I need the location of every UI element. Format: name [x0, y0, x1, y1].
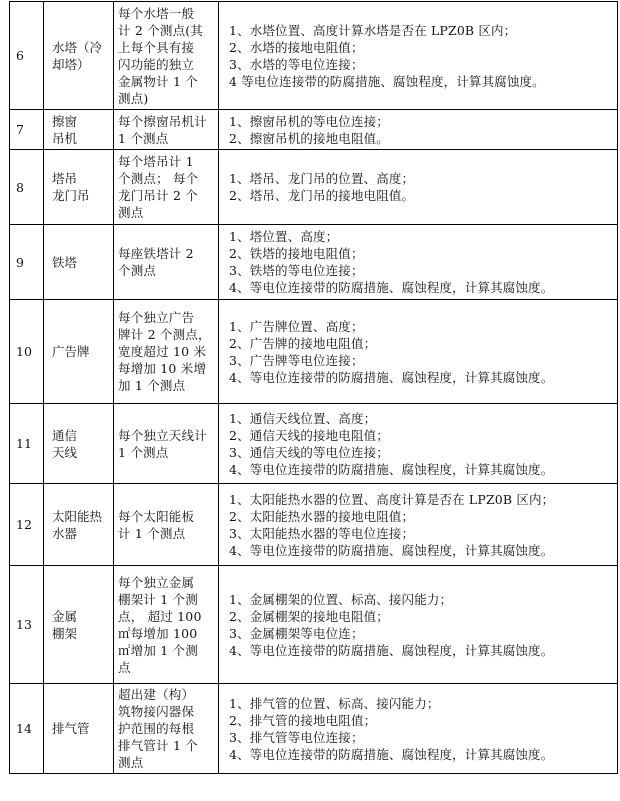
test-points-line: 排气管计 1 个 [118, 738, 198, 753]
test-points-line: 上每个具有接 [118, 39, 195, 55]
object-name-line: 棚架 [52, 625, 78, 641]
object-name-line: 天线 [52, 444, 78, 460]
inspection-item: 2、通信天线的接地电阻值； [229, 427, 389, 443]
inspection-item: 4、等电位连接带的防腐措施、腐蚀程度，计算其腐蚀度。 [229, 746, 554, 762]
object-name-line: 擦窗 [52, 113, 78, 129]
test-points-line: 每个独立广告 [118, 310, 195, 325]
test-points-line: 个测点； 每个 [118, 171, 199, 186]
test-points-line: 1 个测点 [118, 130, 169, 146]
inspection-item: 3、水塔的等电位连接； [229, 56, 364, 72]
object-name-line: 塔吊 [52, 171, 78, 186]
object-name-line: 水塔（冷 [52, 39, 103, 55]
test-points-line: 加 1 个测点 [118, 378, 186, 393]
inspection-item: 3、金属棚架等电位连； [229, 625, 364, 641]
inspection-item: 4、等电位连接带的防腐措施、腐蚀程度，计算其腐蚀度。 [229, 461, 554, 477]
inspection-item: 2、太阳能热水器的接地电阻值； [229, 508, 415, 524]
inspection-item: 1、水塔位置、高度计算水塔是否在 LPZ0B 区内； [229, 22, 517, 38]
row-number: 12 [10, 484, 44, 566]
object-name-line: 金属 [52, 608, 78, 624]
inspection-item: 3、太阳能热水器的等电位连接； [229, 525, 415, 541]
test-points-line: 每个太阳能板 [118, 508, 195, 524]
inspection-table [9, 1, 618, 774]
test-points-cell [114, 684, 219, 774]
test-points-line: ㎡增加 1 个测 [118, 642, 198, 658]
inspection-items-cell [219, 684, 618, 774]
object-cell [44, 110, 114, 150]
table-row [10, 150, 618, 225]
table-row [10, 225, 618, 300]
inspection-item: 4、等电位连接带的防腐措施、腐蚀程度，计算其腐蚀度。 [229, 280, 554, 295]
test-points-line: 1 个测点 [118, 444, 169, 460]
test-points-line: 点 [118, 659, 131, 675]
table-row [10, 566, 618, 684]
table-row [10, 110, 618, 150]
row-number: 8 [10, 150, 44, 225]
row-number: 7 [10, 110, 44, 150]
inspection-item: 3、通信天线的等电位连接； [229, 444, 389, 460]
table-row [10, 300, 618, 404]
inspection-item: 4、等电位连接带的防腐措施、腐蚀程度，计算其腐蚀度。 [229, 642, 554, 658]
table-body [10, 2, 618, 774]
test-points-line: ㎡每增加 100 [118, 625, 198, 641]
row-number: 13 [10, 566, 44, 684]
inspection-item: 1、擦窗吊机的等电位连接； [229, 113, 389, 129]
test-points-line: 测点) [118, 90, 149, 106]
inspection-items-cell [219, 110, 618, 150]
inspection-item: 1、通信天线位置、高度； [229, 410, 377, 426]
test-points-line: 筑物接闪器保 [118, 704, 195, 719]
inspection-item: 2、水塔的接地电阻值； [229, 39, 364, 55]
test-points-line: 护范围的每根 [118, 721, 195, 736]
test-points-cell [114, 150, 219, 225]
test-points-line: 每个塔吊计 1 [118, 154, 194, 169]
inspection-item: 1、塔位置、高度； [229, 229, 339, 244]
inspection-items-cell [219, 2, 618, 110]
inspection-item: 2、广告牌的接地电阻值； [229, 335, 377, 351]
test-points-cell [114, 566, 219, 684]
test-points-line: 测点 [118, 205, 144, 220]
object-name-line: 水器 [52, 525, 78, 541]
test-points-line: 测点 [118, 755, 144, 770]
inspection-item: 3、广告牌等电位连接； [229, 352, 364, 368]
inspection-item: 2、塔吊、龙门吊的接地电阻值。 [229, 188, 415, 203]
test-points-line: 牌计 2 个测点， [118, 327, 211, 342]
inspection-item: 3、排气管等电位连接； [229, 729, 364, 745]
test-points-cell [114, 225, 219, 300]
object-cell [44, 484, 114, 566]
object-cell [44, 2, 114, 110]
object-name-line: 广告牌 [52, 344, 90, 359]
test-points-line: 计 1 个测点 [118, 525, 186, 541]
test-points-line: 每座铁塔计 2 [118, 246, 194, 261]
test-points-line: 每个独立天线计 [118, 427, 207, 443]
inspection-items-cell [219, 484, 618, 566]
object-name-line: 排气管 [52, 721, 90, 736]
test-points-line: 每个水塔一般 [118, 5, 195, 21]
object-cell [44, 566, 114, 684]
table-row [10, 484, 618, 566]
test-points-line: 超出建（构） [118, 687, 195, 702]
inspection-items-cell [219, 300, 618, 404]
inspection-item: 2、金属棚架的接地电阻值； [229, 608, 389, 624]
object-cell [44, 404, 114, 484]
test-points-cell [114, 110, 219, 150]
inspection-item: 2、排气管的接地电阻值； [229, 712, 377, 728]
table-row [10, 684, 618, 774]
test-points-cell [114, 404, 219, 484]
row-number: 11 [10, 404, 44, 484]
test-points-line: 计 2 个测点(其 [118, 22, 204, 38]
object-cell [44, 225, 114, 300]
inspection-item: 2、铁塔的接地电阻值； [229, 246, 364, 261]
inspection-items-cell [219, 566, 618, 684]
test-points-cell [114, 484, 219, 566]
object-name-line: 太阳能热 [52, 508, 103, 524]
inspection-item: 1、太阳能热水器的位置、高度计算是否在 LPZ0B 区内； [229, 491, 555, 507]
inspection-item: 1、金属棚架的位置、标高、接闪能力； [229, 591, 453, 607]
object-name-line: 铁塔 [52, 254, 78, 270]
test-points-line: 个测点 [118, 263, 157, 278]
test-points-line: 龙门吊计 2 个 [118, 188, 198, 203]
object-name-line: 吊机 [52, 130, 78, 146]
test-points-line: 宽度超过 10 米 [118, 344, 207, 359]
test-points-line: 每个独立金属 [118, 574, 195, 590]
test-points-cell [114, 300, 219, 404]
object-cell [44, 300, 114, 404]
table-row [10, 2, 618, 110]
inspection-item: 1、塔吊、龙门吊的位置、高度； [229, 171, 415, 186]
inspection-item: 4、等电位连接带的防腐措施、腐蚀程度，计算其腐蚀度。 [229, 542, 554, 558]
object-name-line: 却塔） [52, 56, 90, 72]
test-points-line: 棚架计 1 个测 [118, 591, 198, 607]
table-row [10, 404, 618, 484]
object-name-line: 通信 [52, 427, 78, 443]
inspection-item: 1、广告牌位置、高度； [229, 318, 364, 334]
test-points-line: 每增加 10 米增 [118, 361, 207, 376]
object-cell [44, 684, 114, 774]
inspection-items-cell [219, 150, 618, 225]
inspection-item: 4、等电位连接带的防腐措施、腐蚀程度，计算其腐蚀度。 [229, 369, 554, 385]
inspection-item: 2、擦窗吊机的接地电阻值。 [229, 130, 389, 146]
inspection-item: 3、铁塔的等电位连接； [229, 263, 364, 278]
row-number: 10 [10, 300, 44, 404]
row-number: 6 [10, 2, 44, 110]
test-points-line: 每个擦窗吊机计 [118, 113, 207, 129]
test-points-line: 点， 超过 100 [118, 608, 202, 624]
test-points-line: 闪功能的独立 [118, 56, 195, 72]
test-points-line: 金属物计 1 个 [118, 73, 198, 89]
object-cell [44, 150, 114, 225]
inspection-items-cell [219, 404, 618, 484]
row-number: 14 [10, 684, 44, 774]
object-name-line: 龙门吊 [52, 188, 90, 203]
inspection-item: 4 等电位连接带的防腐措施、腐蚀程度，计算其腐蚀度。 [229, 73, 545, 89]
test-points-cell [114, 2, 219, 110]
row-number: 9 [10, 225, 44, 300]
inspection-item: 1、排气管的位置、标高、接闪能力； [229, 695, 440, 711]
inspection-items-cell [219, 225, 618, 300]
